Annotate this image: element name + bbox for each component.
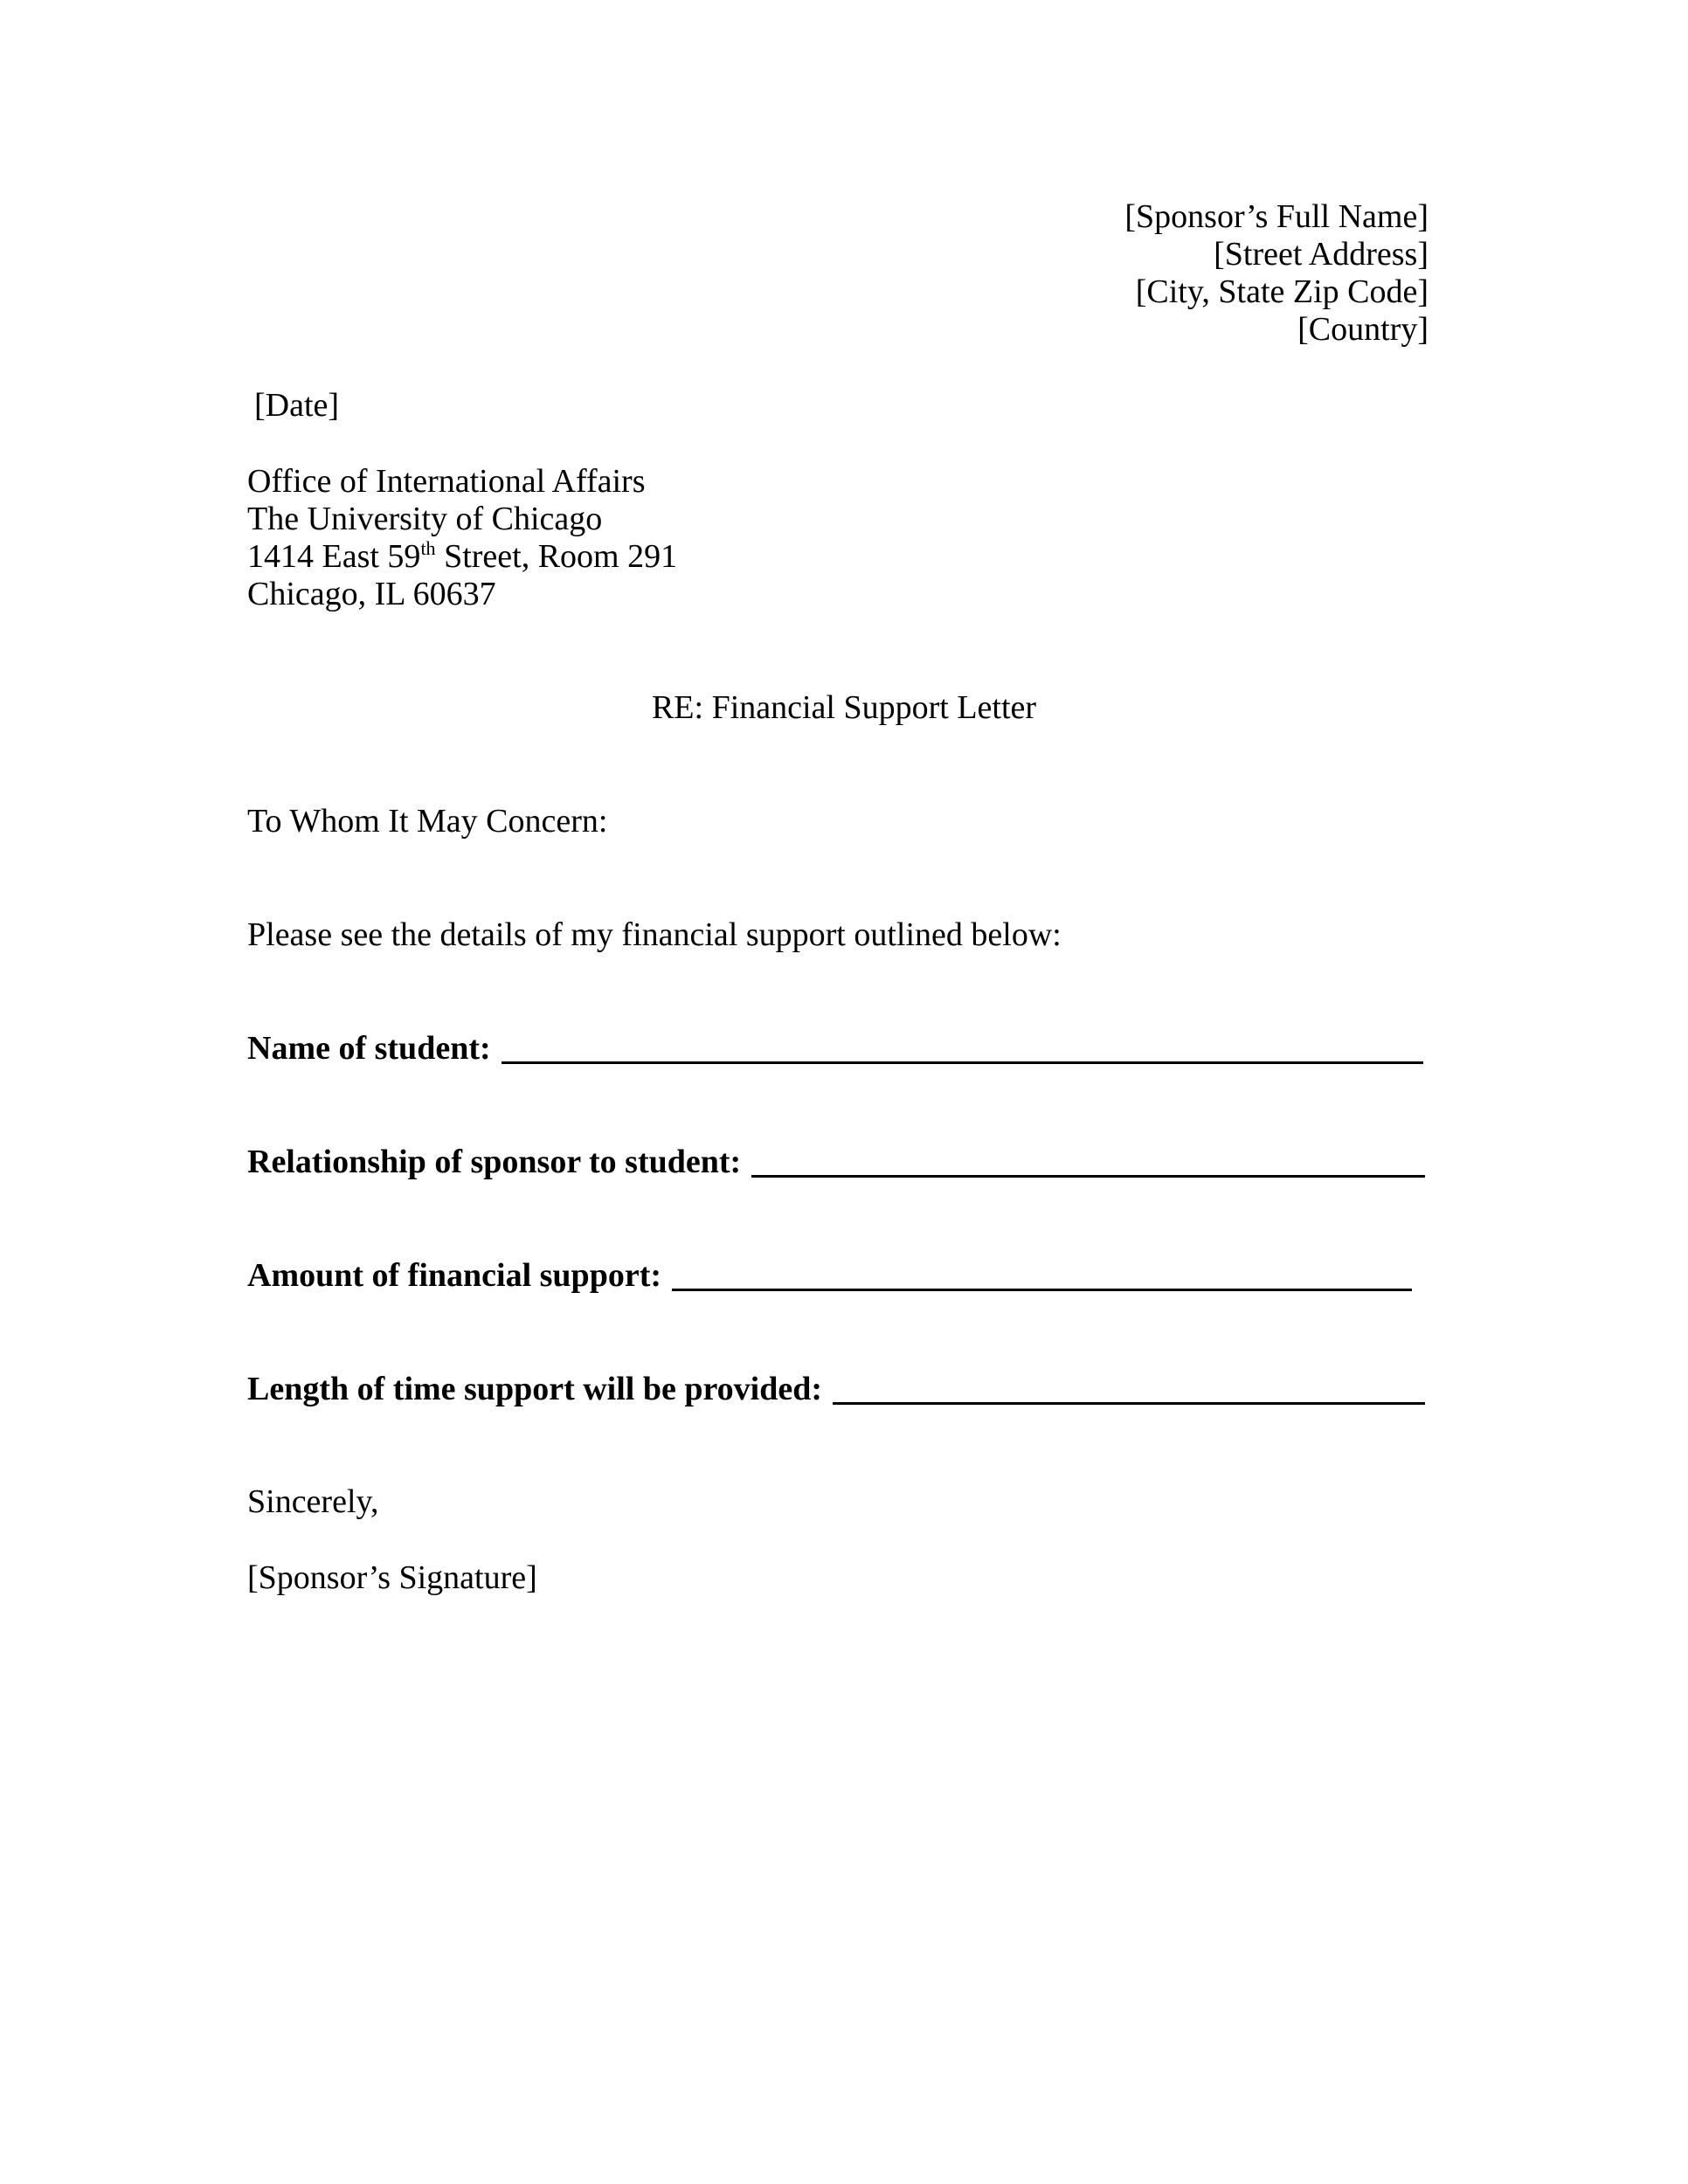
- field-amount: [247, 1256, 1412, 1295]
- sender-street: [Street Address]: [1214, 236, 1429, 273]
- street-number: 1414 East 59: [247, 538, 421, 575]
- letter-date: [Date]: [254, 387, 340, 424]
- salutation: To Whom It May Concern:: [247, 803, 608, 840]
- street-rest: Street, Room 291: [435, 538, 678, 575]
- recipient-office: Office of International Affairs: [247, 463, 646, 500]
- signature-placeholder: [Sponsor’s Signature]: [247, 1559, 537, 1596]
- length-of-time-blank[interactable]: [833, 1402, 1425, 1405]
- intro-paragraph: Please see the details of my financial support outlined below:: [247, 916, 1062, 953]
- subject-line: RE: Financial Support Letter: [651, 689, 1037, 726]
- relationship-blank[interactable]: [751, 1175, 1425, 1178]
- recipient-university: The University of Chicago: [247, 501, 603, 537]
- recipient-street: [247, 537, 677, 576]
- field-relationship: [247, 1143, 1425, 1181]
- sender-country: [Country]: [1297, 311, 1429, 348]
- field-label: Relationship of sponsor to student:: [247, 1144, 742, 1180]
- recipient-city: Chicago, IL 60637: [247, 576, 496, 612]
- closing: Sincerely,: [247, 1483, 379, 1520]
- field-label: Length of time support will be provided:: [247, 1371, 823, 1407]
- student-name-blank[interactable]: [502, 1061, 1423, 1064]
- field-label: Amount of financial support:: [247, 1257, 661, 1294]
- field-length-of-time: [247, 1370, 1425, 1408]
- sender-city: [City, State Zip Code]: [1135, 273, 1429, 310]
- sender-name: [Sponsor’s Full Name]: [1124, 198, 1429, 235]
- street-ordinal-suffix: th: [420, 537, 436, 559]
- field-student-name: [247, 1029, 1423, 1068]
- amount-blank[interactable]: [672, 1289, 1412, 1291]
- field-label: Name of student:: [247, 1030, 491, 1067]
